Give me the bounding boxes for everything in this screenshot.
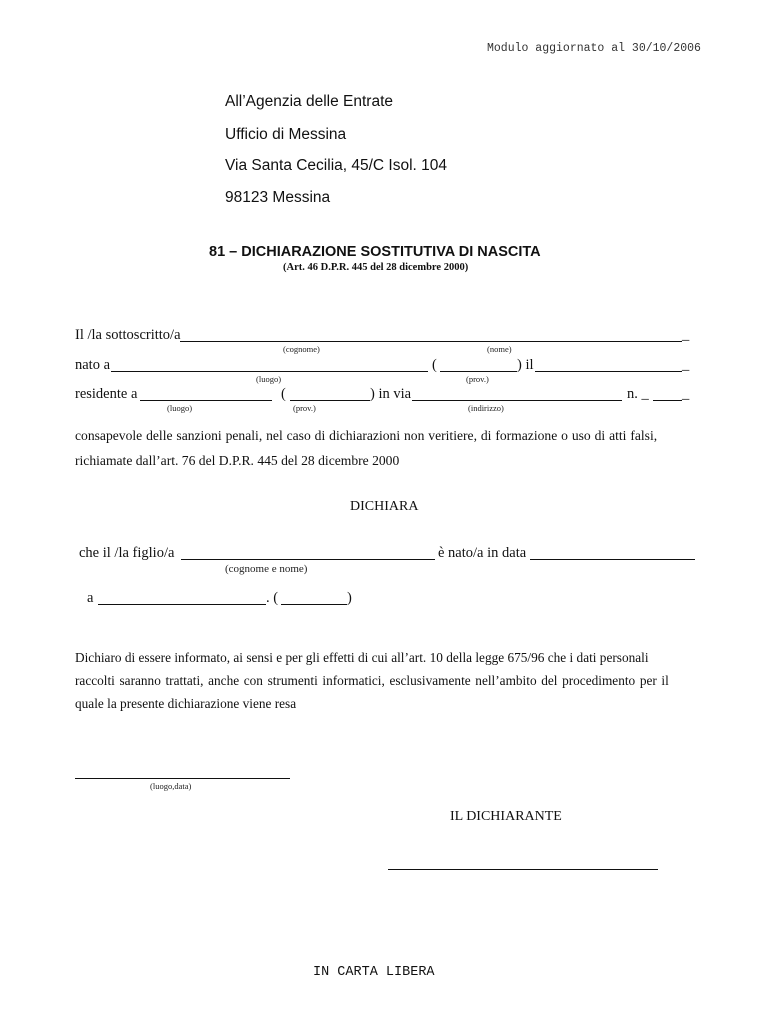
document-subtitle: (Art. 46 D.P.R. 445 del 28 dicembre 2000) — [283, 262, 469, 273]
data-nascita-field[interactable] — [535, 371, 682, 372]
prov-open-paren: ( — [432, 357, 437, 373]
residente-label: residente a — [75, 386, 138, 402]
luogo-caption: (luogo) — [256, 374, 282, 384]
prov-res-caption: (prov.) — [293, 403, 316, 413]
consapevole-line-1: consapevole delle sanzioni penali, nel caso di dichiarazioni non veritiere, di formazione o uso di atti falsi, — [75, 428, 658, 443]
nome-caption: (nome) — [487, 344, 512, 354]
figlio-data-field[interactable] — [530, 559, 695, 560]
address-line-office: Ufficio di Messina — [225, 126, 347, 143]
consapevole-line-2: richiamate dall’art. 76 del D.P.R. 445 del 28 dicembre 2000 — [75, 453, 400, 468]
figlio-luogo-field[interactable] — [98, 604, 266, 605]
cognome-nome-field[interactable] — [180, 341, 682, 342]
row2-trailing: _ — [682, 357, 690, 373]
prov-caption: (prov.) — [466, 374, 489, 384]
indirizzo-field[interactable] — [412, 400, 622, 401]
a-open-paren: . ( — [266, 590, 279, 606]
cognome-nome-caption: (cognome e nome) — [225, 563, 308, 575]
prov-res-open-paren: ( — [281, 386, 286, 402]
update-note: Modulo aggiornato al 30/10/2006 — [487, 42, 701, 55]
address-line-agency: All’Agenzia delle Entrate — [225, 93, 394, 110]
figlio-label: che il /la figlio/a — [79, 545, 175, 561]
nato-label: nato a — [75, 357, 111, 373]
figlio-prov-field[interactable] — [281, 604, 347, 605]
sottoscritto-label: Il /la sottoscritto/a — [75, 327, 181, 343]
address-line-street: Via Santa Cecilia, 45/C Isol. 104 — [225, 157, 448, 174]
luogo-nascita-field[interactable] — [111, 371, 428, 372]
prov-residenza-field[interactable] — [290, 400, 370, 401]
nato-in-data-label: è nato/a in data — [438, 545, 527, 561]
in-via-label: ) in via — [370, 386, 412, 402]
luogo-residenza-field[interactable] — [140, 400, 272, 401]
privacy-line-1: Dichiaro di essere informato, ai sensi e per gli effetti di cui all’art. 10 della legge 675/96 che i dati personali — [75, 650, 649, 665]
row3-trailing: _ — [682, 386, 690, 402]
dichiarante-label: IL DICHIARANTE — [450, 809, 562, 824]
cognome-caption: (cognome) — [283, 344, 320, 354]
figlio-nome-field[interactable] — [181, 559, 435, 560]
indirizzo-caption: (indirizzo) — [468, 403, 504, 413]
a-close-paren: ) — [347, 590, 352, 606]
prov-nascita-field[interactable] — [440, 371, 517, 372]
dichiara-heading: DICHIARA — [350, 499, 419, 514]
a-label: a — [87, 590, 94, 606]
firma-field[interactable] — [388, 869, 658, 870]
carta-libera-note: IN CARTA LIBERA — [313, 965, 435, 980]
luogo-data-field[interactable] — [75, 778, 290, 779]
privacy-line-3: quale la presente dichiarazione viene resa — [75, 696, 297, 711]
address-line-city: 98123 Messina — [225, 189, 331, 206]
privacy-line-2: raccolti saranno trattati, anche con strumenti informatici, esclusivamente nell’ambito del procedimento per il — [75, 673, 669, 688]
row1-trailing: _ — [682, 327, 690, 343]
n-label: n. _ — [627, 386, 649, 402]
document-title: 81 – DICHIARAZIONE SOSTITUTIVA DI NASCITA — [209, 244, 541, 260]
il-label: ) il — [517, 357, 534, 373]
luogo-data-caption: (luogo,data) — [150, 781, 192, 791]
numero-civico-field[interactable] — [653, 400, 682, 401]
luogo-res-caption: (luogo) — [167, 403, 193, 413]
